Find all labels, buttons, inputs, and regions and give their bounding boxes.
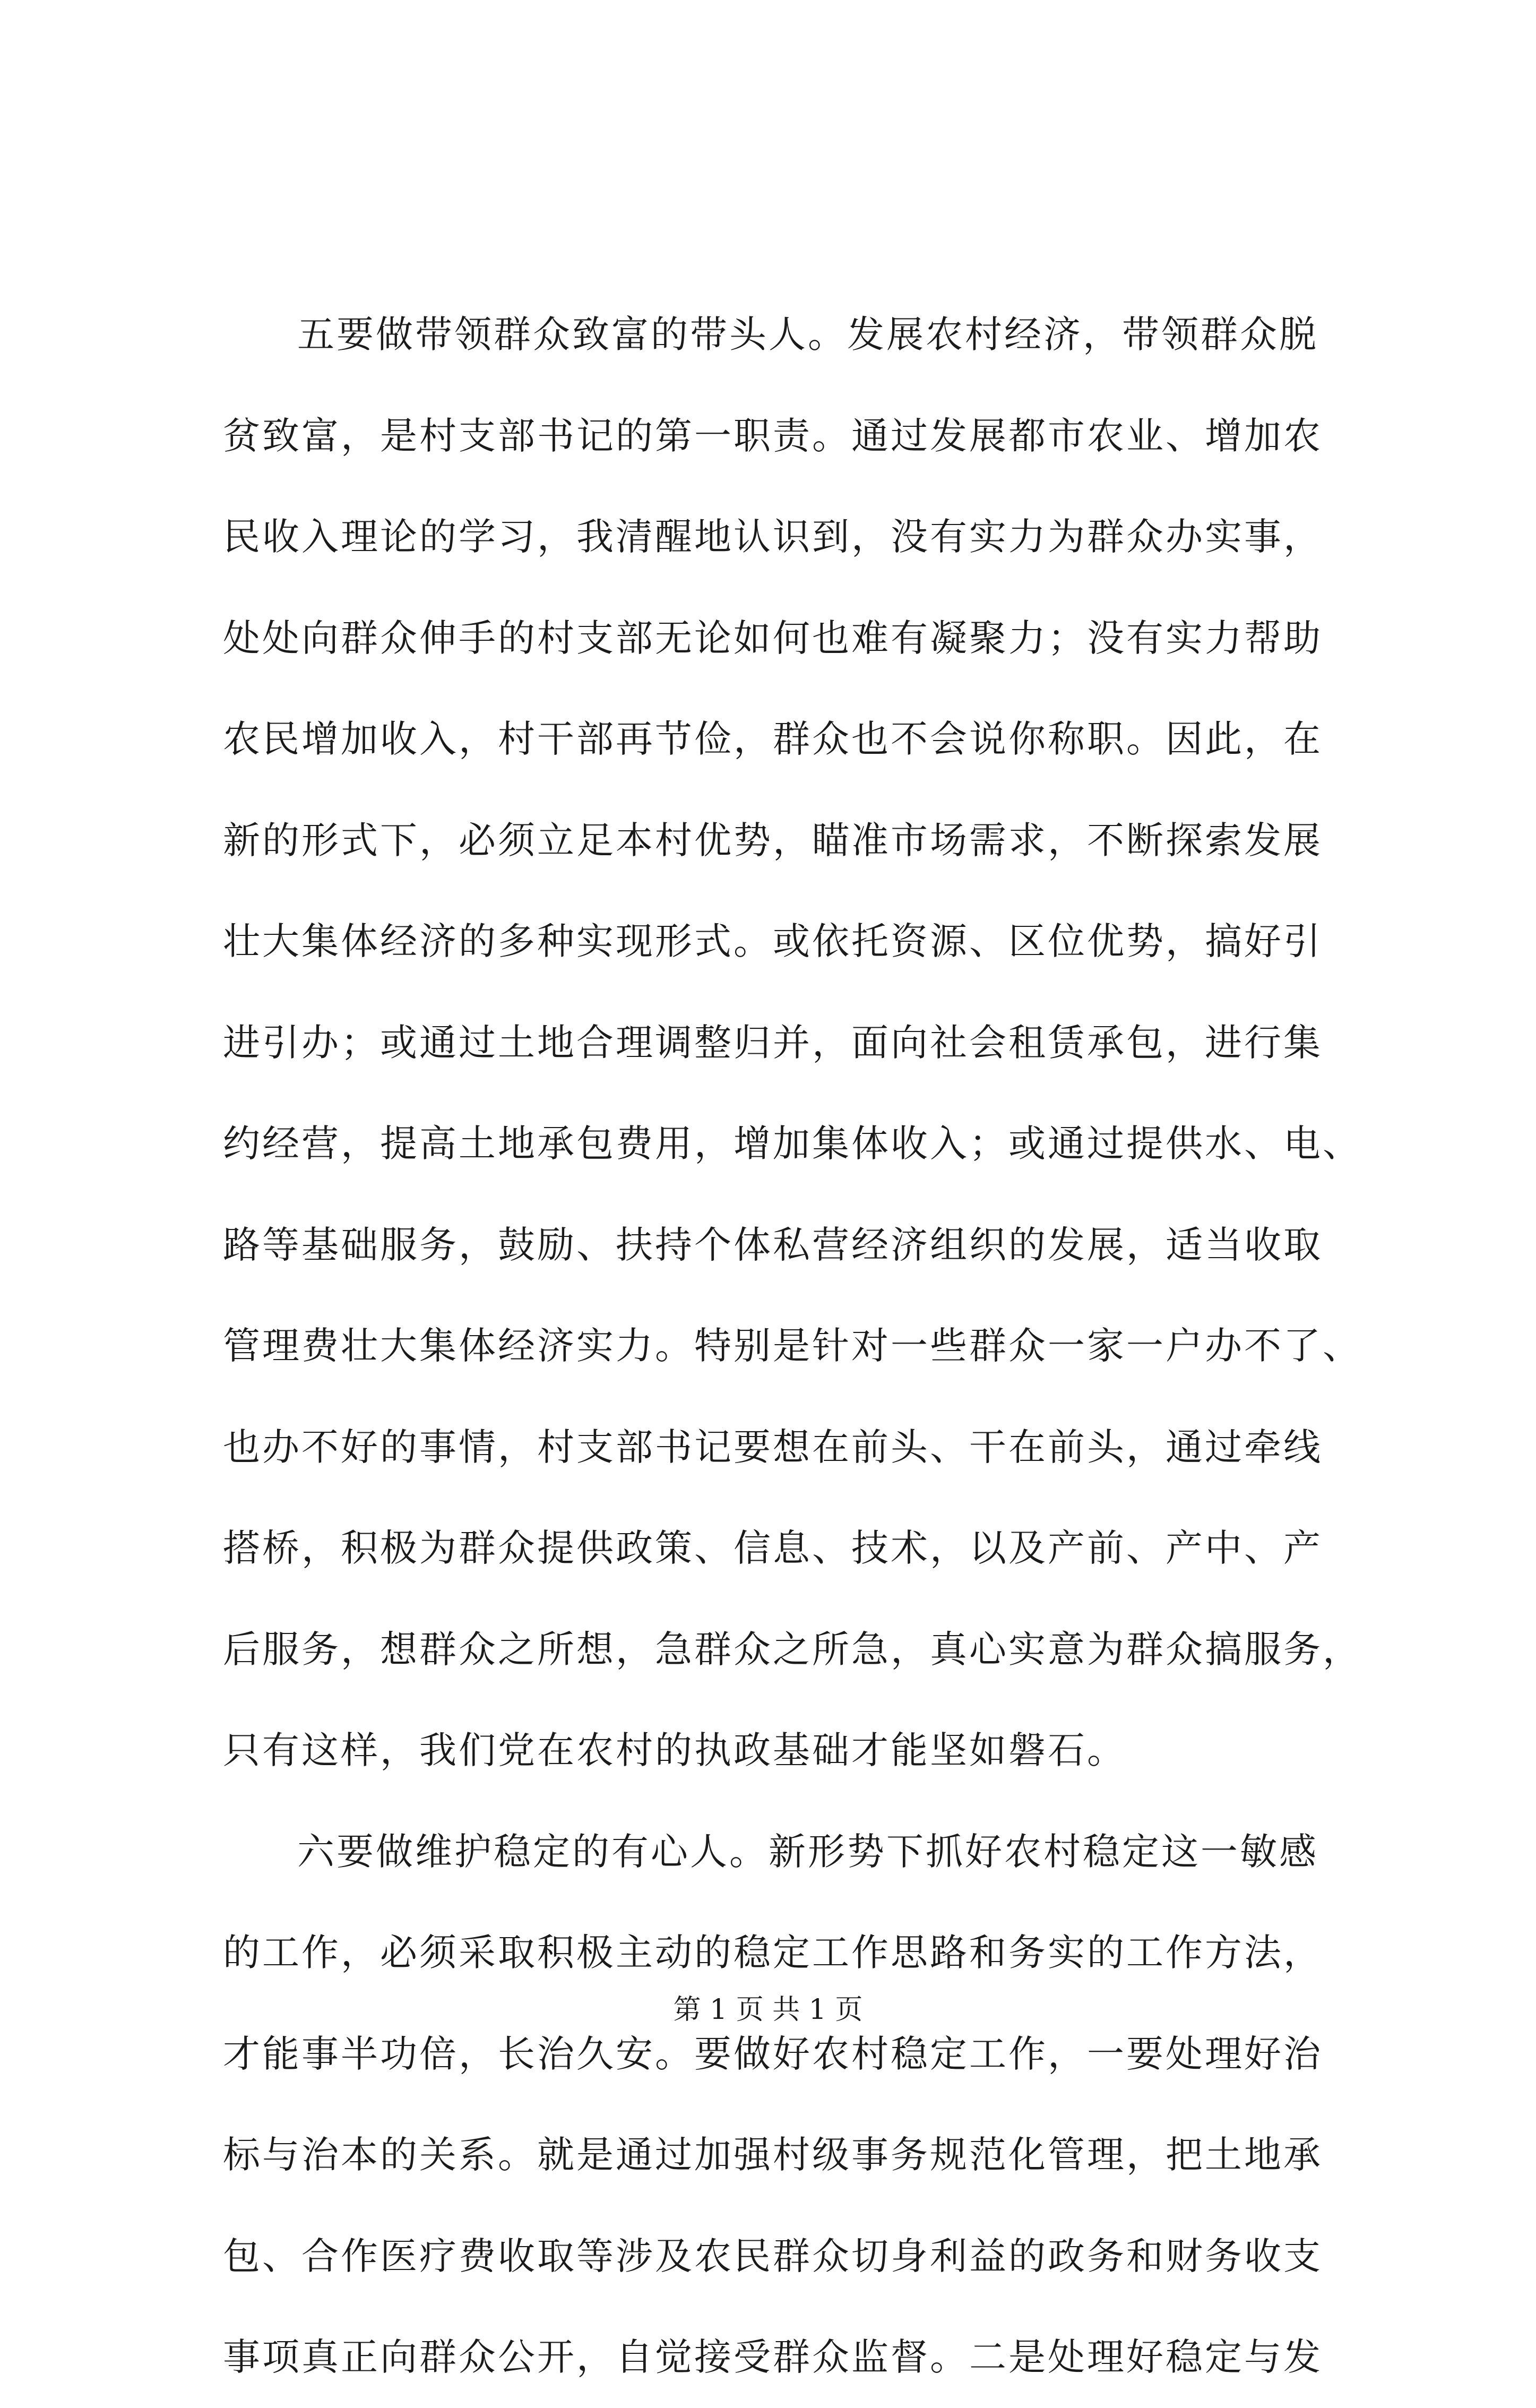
text-line: 也办不好的事情，村支部书记要想在前头、干在前头，通过牵线: [223, 1425, 1323, 1469]
text-line: 民收入理论的学习，我清醒地认识到，没有实力为群众办实事，: [223, 515, 1323, 558]
paragraph-5: [223, 284, 1362, 1801]
text-line: 约经营，提高土地承包费用，增加集体收入；或通过提供水、电、: [223, 1122, 1362, 1165]
text-line: 管理费壮大集体经济实力。特别是针对一些群众一家一户办不了、: [223, 1324, 1362, 1368]
text-line: 搭桥，积极为群众提供政策、信息、技术，以及产前、产中、产: [223, 1526, 1323, 1570]
text-line: 农民增加收入，村干部再节俭，群众也不会说你称职。因此，在: [223, 717, 1323, 761]
document-body: [223, 284, 1362, 2408]
text-line: 的工作，必须采取积极主动的稳定工作思路和务实的工作方法，: [223, 1931, 1323, 1974]
text-line: 事项真正向群众公开，自觉接受群众监督。二是处理好稳定与发: [223, 2335, 1323, 2379]
page-footer: 第 1 页 共 1 页: [673, 1994, 863, 2026]
text-line: 包、合作医疗费收取等涉及农民群众切身利益的政务和财务收支: [223, 2234, 1323, 2278]
text-line: 标与治本的关系。就是通过加强村级事务规范化管理，把土地承: [223, 2133, 1323, 2177]
text-line: 才能事半功倍，长治久安。要做好农村稳定工作，一要处理好治: [223, 2032, 1323, 2076]
text-line: 贫致富，是村支部书记的第一职责。通过发展都市农业、增加农: [223, 414, 1323, 458]
text-line: 进引办；或通过土地合理调整归并，面向社会租赁承包，进行集: [223, 1020, 1323, 1064]
text-line: 路等基础服务，鼓励、扶持个体私营经济组织的发展，适当收取: [223, 1223, 1323, 1267]
text-line: 壮大集体经济的多种实现形式。或依托资源、区位优势，搞好引: [223, 919, 1323, 963]
text-line: 只有这样，我们党在农村的执政基础才能坚如磐石。: [223, 1728, 1126, 1772]
text-line: 后服务，想群众之所想，急群众之所急，真心实意为群众搞服务，: [223, 1627, 1362, 1671]
text-line: 新的形式下，必须立足本村优势，瞄准市场需求，不断探索发展: [223, 818, 1323, 862]
text-line: 处处向群众伸手的村支部无论如何也难有凝聚力；没有实力帮助: [223, 616, 1323, 660]
text-line: 五要做带领群众致富的带头人。发展农村经济，带领群众脱: [297, 313, 1318, 356]
paragraph-6: [223, 1801, 1348, 2408]
text-line: 六要做维护稳定的有心人。新形势下抓好农村稳定这一敏感: [297, 1829, 1318, 1873]
